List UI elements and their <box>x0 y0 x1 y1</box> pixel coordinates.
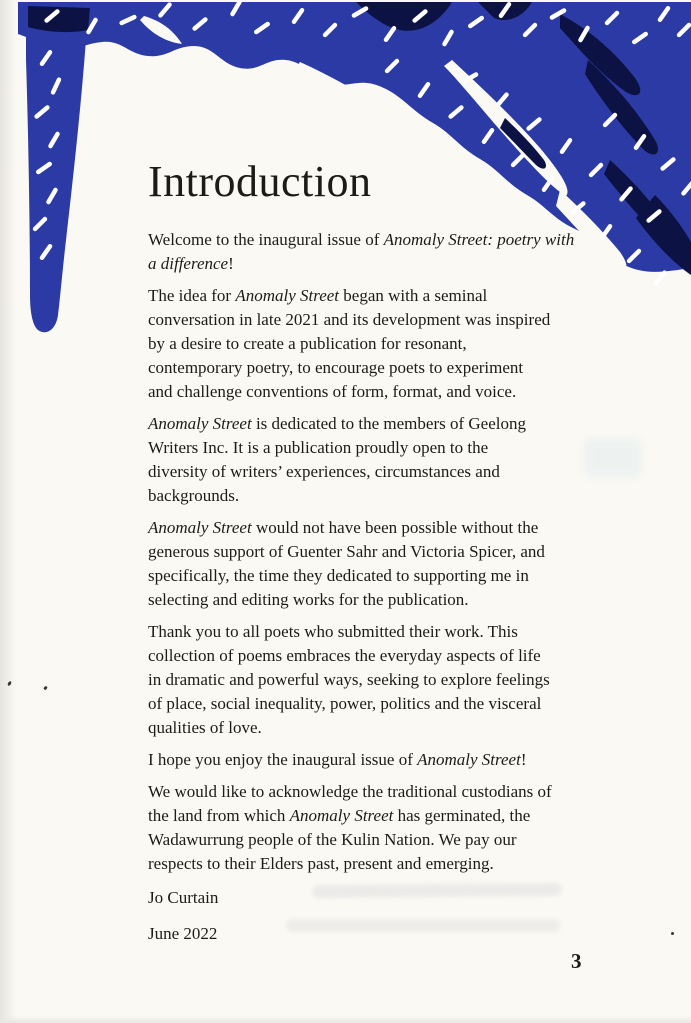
paragraph: Anomaly Street would not have been possible without the generous support of Guenter Sahr and Victoria Spicer, and specifically, the time they dedicated to supporting me in selecting and editing works for the publication. <box>148 517 545 609</box>
paragraph: I hope you enjoy the inaugural issue of Anomaly Street! <box>148 749 527 769</box>
ink-speck <box>43 686 48 691</box>
author-name: Jo Curtain <box>148 887 219 907</box>
paragraph: Anomaly Street is dedicated to the members of Geelong Writers Inc. It is a publication proudly open to the diversity of writers’ experiences, circumstances and backgrounds. <box>148 413 526 505</box>
page-number: 3 <box>571 949 582 973</box>
scan-edge-bottom <box>0 1015 691 1023</box>
paragraph: We would like to acknowledge the traditional custodians of the land from which Anomaly Street has germinated, the Wadawurrung people of the Kulin Nation. We pay our respects to their Elders past, present and emerging. <box>148 781 552 873</box>
paragraph: Thank you to all poets who submitted their work. This collection of poems embraces the everyday aspects of life in dramatic and powerful ways, seeking to explore feelings of place, social inequality, power, politics and the visceral qualities of love. <box>148 621 550 737</box>
paragraph: The idea for Anomaly Street began with a seminal conversation in late 2021 and its development was inspired by a desire to create a publication for resonant, contemporary poetry, to encourage poets to experiment and challenge conventions of form, format, and voice. <box>148 285 551 401</box>
page-content <box>148 158 618 958</box>
ink-speck <box>671 932 674 935</box>
paragraph: Welcome to the inaugural issue of Anomaly Street: poetry with a difference! <box>148 229 575 273</box>
publication-date: June 2022 <box>148 923 218 943</box>
page-title: Introduction <box>148 157 372 206</box>
ink-speck <box>7 681 12 687</box>
signature-block <box>148 886 618 946</box>
intro-paragraphs <box>148 228 618 876</box>
